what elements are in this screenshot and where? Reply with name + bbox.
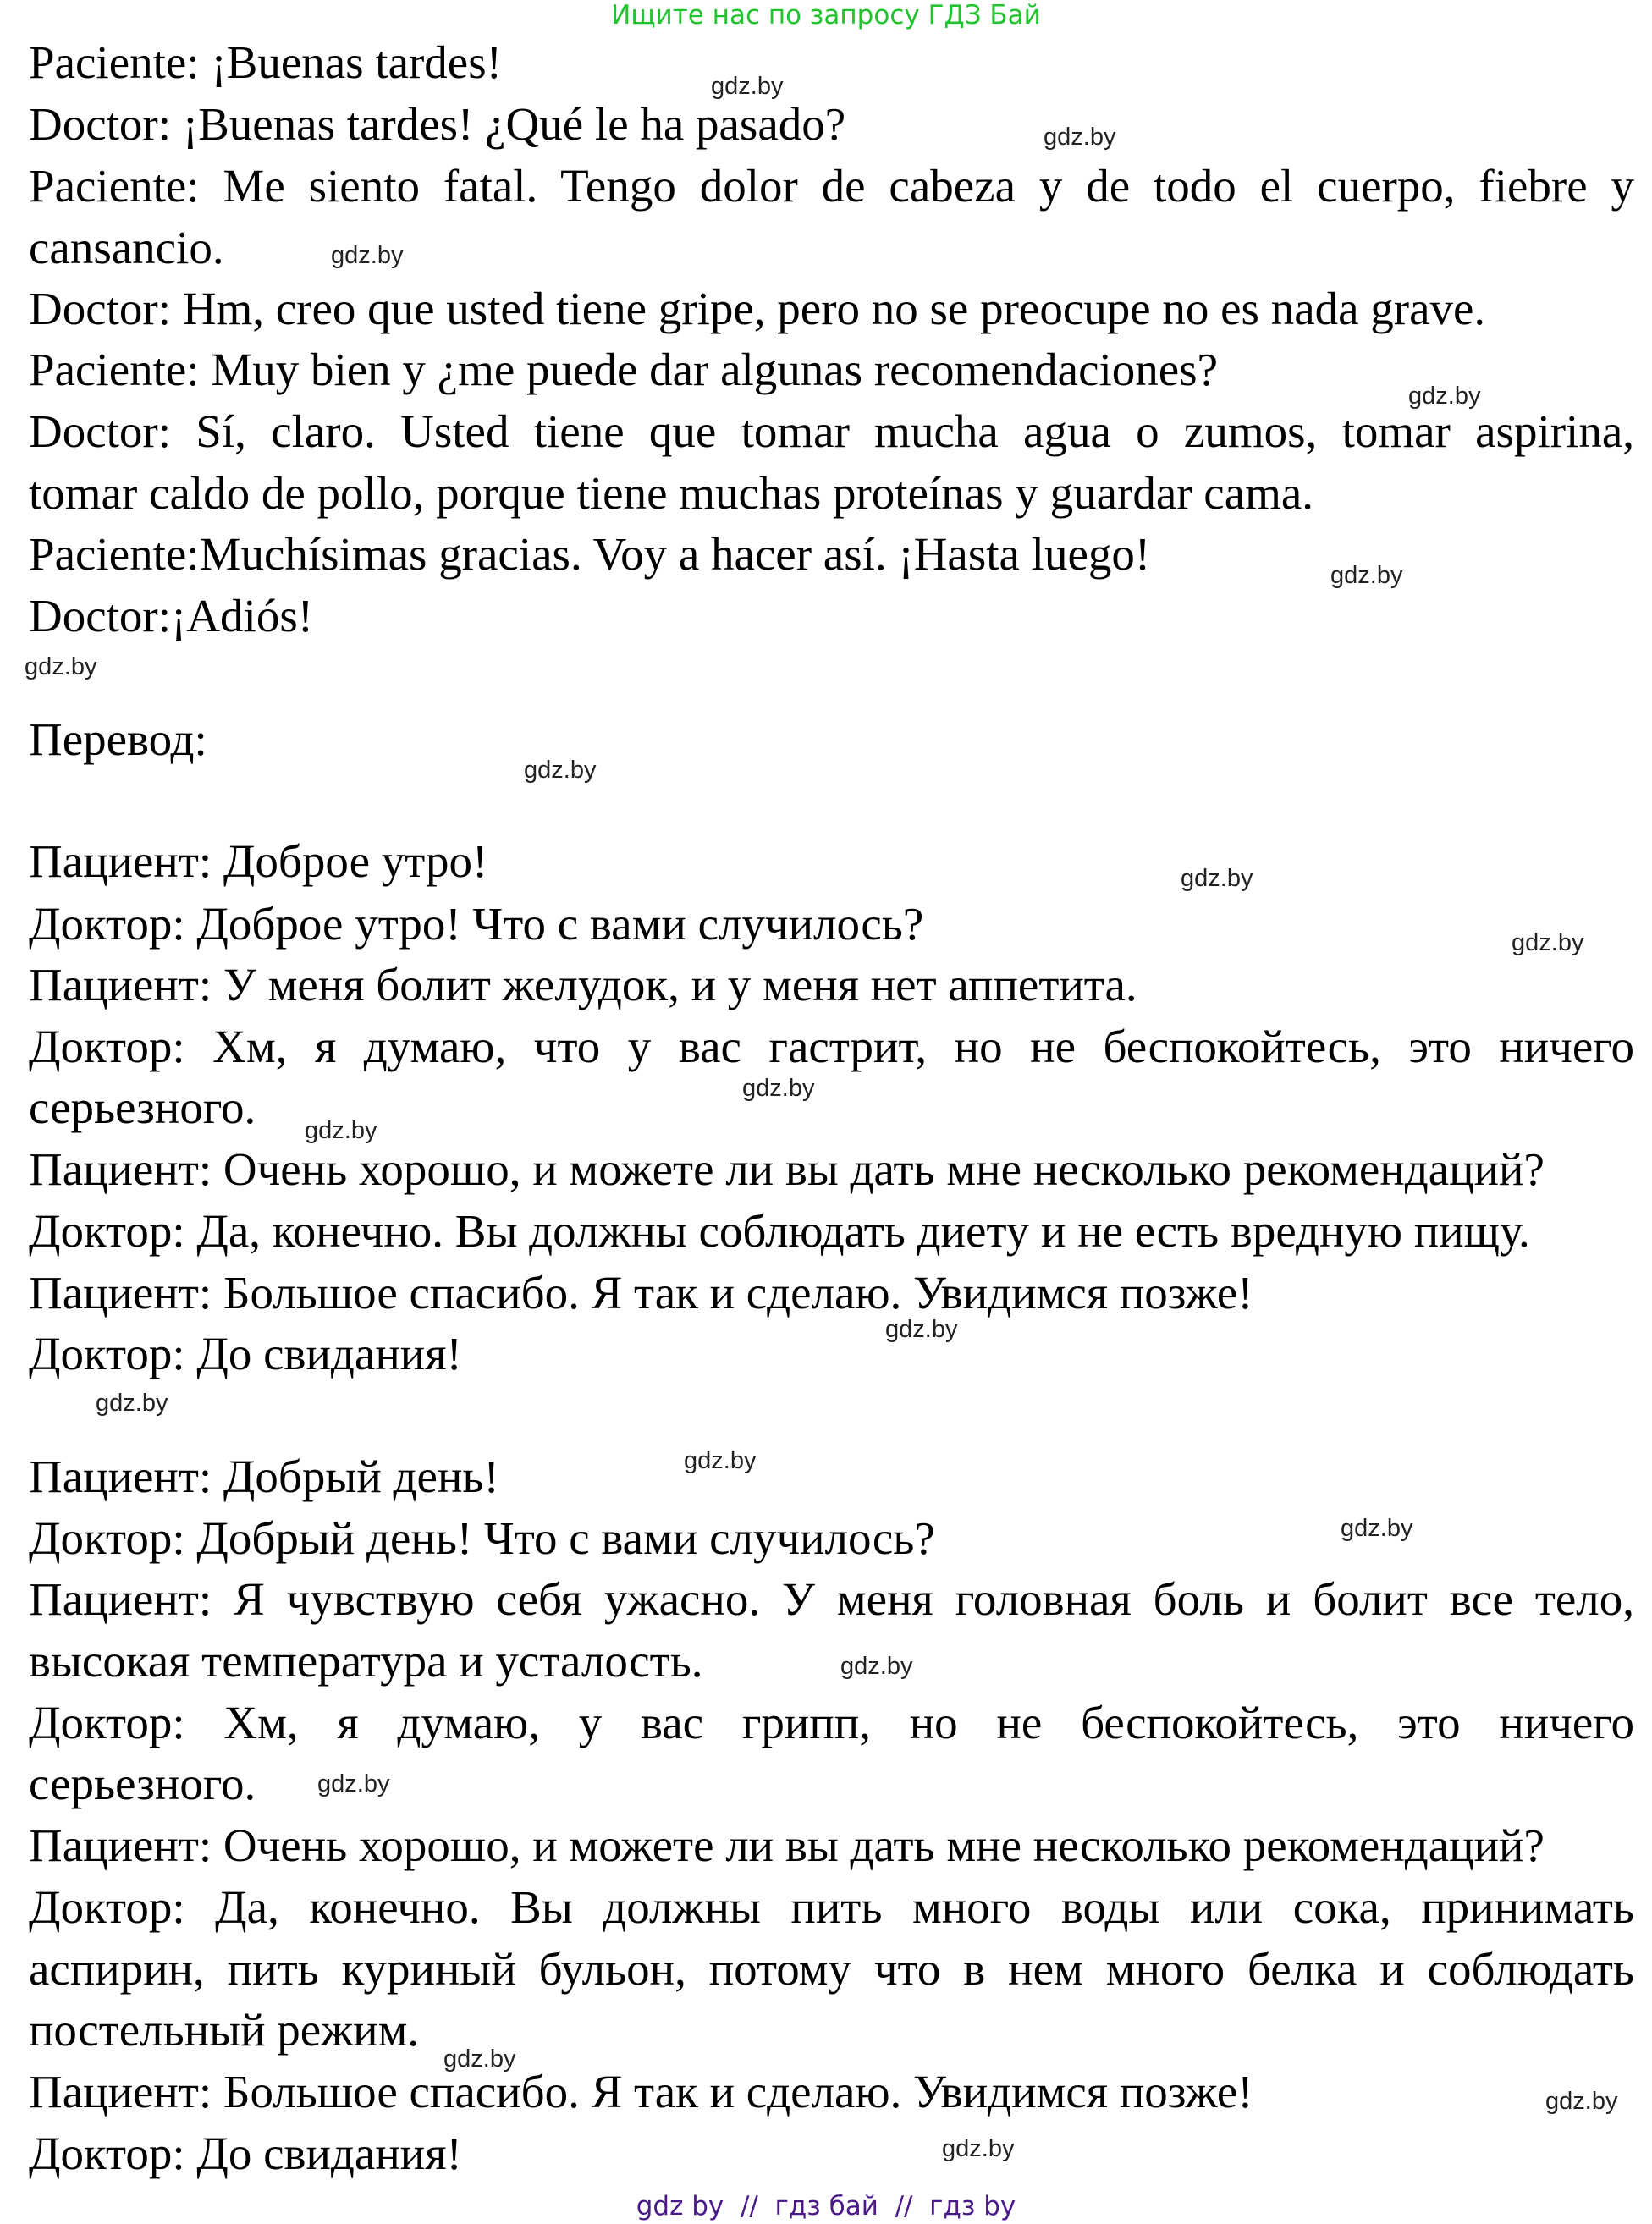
- watermark: gdz.by: [711, 73, 784, 100]
- watermark: gdz.by: [1341, 1515, 1413, 1542]
- footer-links[interactable]: gdz by // гдз бай // гдз by: [636, 2191, 1016, 2221]
- watermark: gdz.by: [1408, 383, 1481, 410]
- dialogue-line: Doctor:¡Adiós!: [29, 590, 314, 641]
- dialogue-line: Пациент: Очень хорошо, и можете ли вы дать мне несколько рекомендаций?: [29, 1819, 1545, 1871]
- dialogue-line: серьезного.: [29, 1082, 256, 1133]
- watermark: gdz.by: [840, 1653, 913, 1680]
- dialogue-line: Paciente: Me siento fatal. Tengo dolor de cabeza y de todo el cuerpo, fiebre y: [29, 160, 1634, 212]
- watermark: gdz.by: [942, 2135, 1015, 2162]
- translation-heading: Перевод:: [29, 713, 207, 765]
- watermark: gdz.by: [317, 1770, 390, 1797]
- watermark: gdz.by: [1181, 865, 1253, 892]
- watermark: gdz.by: [885, 1316, 958, 1343]
- watermark: gdz.by: [742, 1075, 815, 1102]
- watermark: gdz.by: [96, 1390, 168, 1417]
- dialogue-line: Doctor: Hm, creo que usted tiene gripe, pero no se preocupe no es nada grave.: [29, 283, 1486, 334]
- watermark: gdz.by: [443, 2045, 516, 2073]
- dialogue-line: Пациент: Большое спасибо. Я так и сделаю. Увидимся позже!: [29, 2066, 1253, 2117]
- dialogue-line: Доктор: Добрый день! Что с вами случилось?: [29, 1512, 935, 1564]
- dialogue-line: cansancio.: [29, 222, 224, 273]
- dialogue-line: серьезного.: [29, 1758, 256, 1809]
- dialogue-line: Пациент: Добрый день!: [29, 1451, 499, 1502]
- watermark: gdz.by: [1512, 929, 1584, 956]
- dialogue-line: Доктор: Да, конечно. Вы должны соблюдать диету и не есть вредную пищу.: [29, 1205, 1530, 1257]
- dialogue-line: постельный режим.: [29, 2004, 420, 2056]
- dialogue-line: Paciente:Muchísimas gracias. Voy a hacer así. ¡Hasta luego!: [29, 528, 1151, 580]
- watermark: gdz.by: [305, 1117, 377, 1144]
- dialogue-line: Doctor: Sí, claro. Usted tiene que tomar mucha agua o zumos, tomar aspirina,: [29, 405, 1634, 457]
- dialogue-line: Пациент: Я чувствую себя ужасно. У меня головная боль и болит все тело,: [29, 1573, 1634, 1625]
- dialogue-line: Доктор: Хм, я думаю, у вас грипп, но не беспокойтесь, это ничего: [29, 1697, 1634, 1748]
- dialogue-line: Пациент: У меня болит желудок, и у меня нет аппетита.: [29, 959, 1137, 1010]
- watermark: gdz.by: [1330, 562, 1403, 589]
- watermark: gdz.by: [1044, 124, 1116, 151]
- watermark: gdz.by: [1545, 2088, 1618, 2115]
- dialogue-line: высокая температура и усталость.: [29, 1635, 703, 1687]
- dialogue-line: Доктор: Хм, я думаю, что у вас гастрит, но не беспокойтесь, это ничего: [29, 1021, 1634, 1072]
- dialogue-line: Доктор: До свидания!: [29, 1328, 462, 1379]
- dialogue-line: Пациент: Очень хорошо, и можете ли вы дать мне несколько рекомендаций?: [29, 1143, 1545, 1195]
- dialogue-line: Doctor: ¡Buenas tardes! ¿Qué le ha pasado?: [29, 98, 846, 150]
- dialogue-line: Доктор: Да, конечно. Вы должны пить много воды или сока, принимать: [29, 1881, 1634, 1933]
- dialogue-line: аспирин, пить куриный бульон, потому что в нем много белка и соблюдать: [29, 1943, 1634, 1995]
- search-hint-banner: Ищите нас по запросу ГДЗ Бай: [611, 0, 1041, 30]
- dialogue-line: Доктор: До свидания!: [29, 2128, 462, 2179]
- watermark: gdz.by: [684, 1447, 757, 1474]
- dialogue-line: Пациент: Большое спасибо. Я так и сделаю. Увидимся позже!: [29, 1267, 1253, 1318]
- dialogue-line: Paciente: Muy bien y ¿me puede dar algunas recomendaciones?: [29, 344, 1218, 395]
- watermark: gdz.by: [524, 757, 597, 784]
- dialogue-line: tomar caldo de pollo, porque tiene muchas proteínas y guardar cama.: [29, 467, 1314, 519]
- dialogue-line: Paciente: ¡Buenas tardes!: [29, 36, 502, 88]
- watermark: gdz.by: [25, 653, 97, 680]
- watermark: gdz.by: [331, 242, 404, 269]
- dialogue-line: Пациент: Доброе утро!: [29, 835, 488, 887]
- dialogue-line: Доктор: Доброе утро! Что с вами случилось?: [29, 898, 924, 950]
